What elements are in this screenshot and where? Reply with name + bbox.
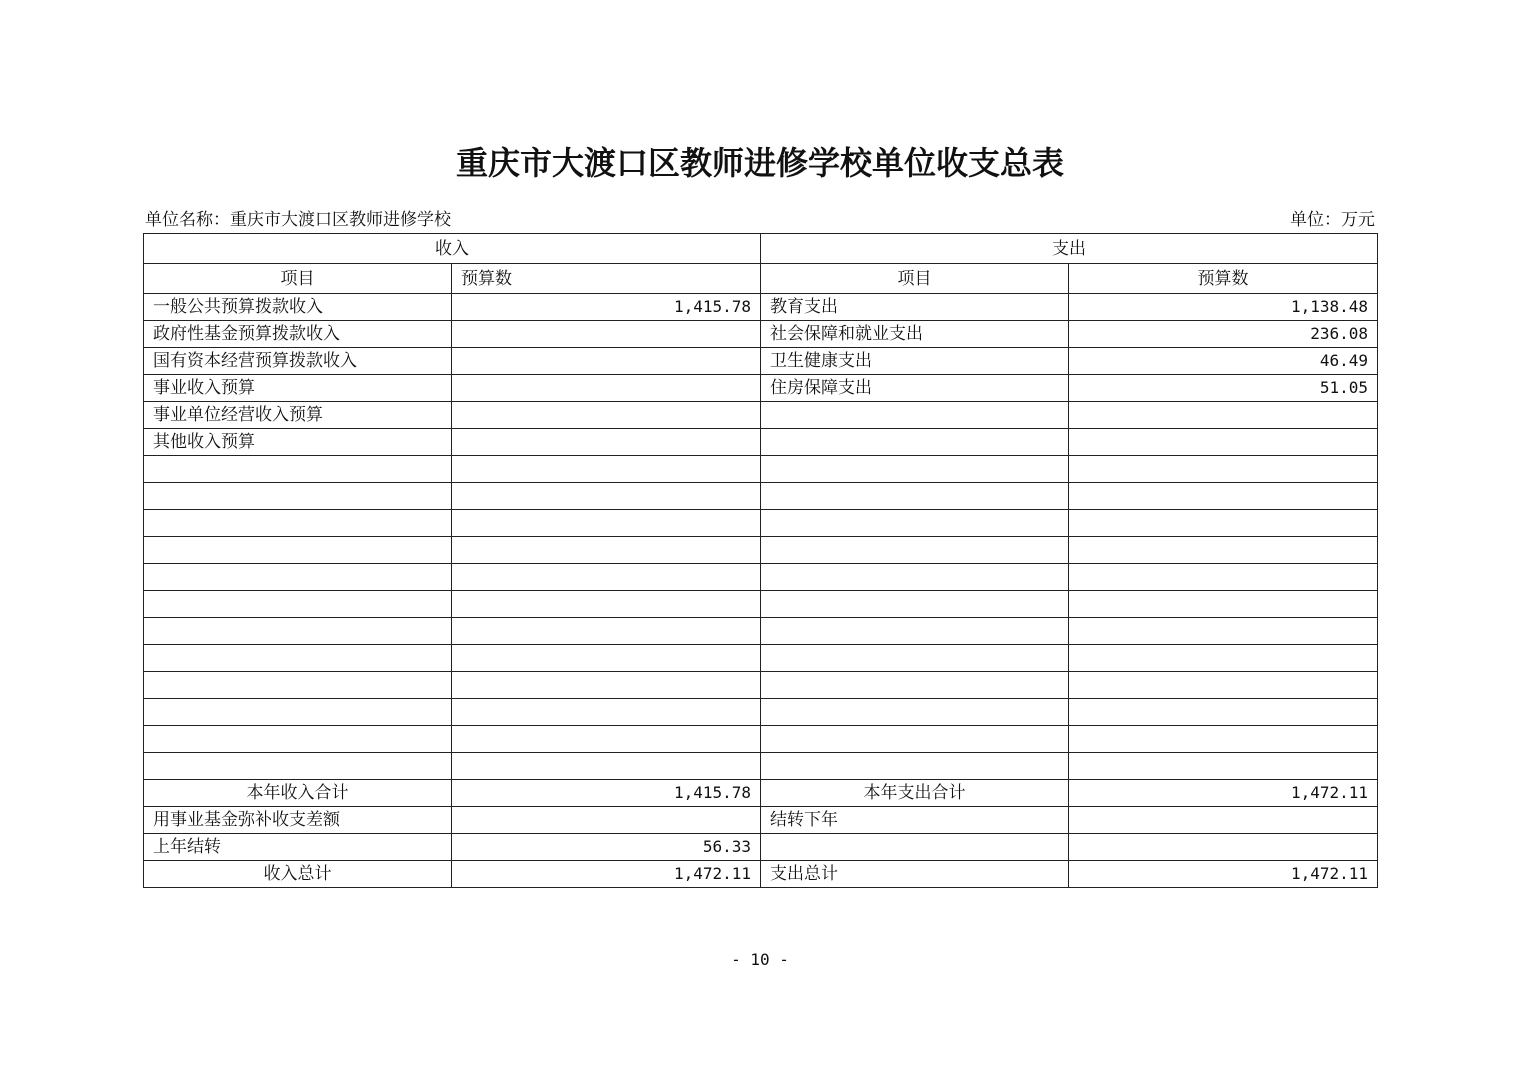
expense-item-cell [761,429,1069,456]
fund-offset-label: 用事业基金弥补收支差额 [144,807,452,834]
income-item-cell [144,618,452,645]
income-amount-cell [452,618,761,645]
carry-next-label: 结转下年 [761,807,1069,834]
expense-amount-cell [1069,753,1378,780]
table-row [144,726,1378,753]
expense-amount-cell [1069,483,1378,510]
year-income-total-label: 本年收入合计 [144,780,452,807]
income-item-cell [144,753,452,780]
income-amount-cell [452,429,761,456]
prev-carry-row [144,834,1378,861]
year-income-total: 1,415.78 [452,780,761,807]
expense-item-cell [761,537,1069,564]
table-row [144,294,1378,321]
empty-cell [761,834,1069,861]
income-item-cell: 事业收入预算 [144,375,452,402]
expense-budget-col-header: 预算数 [1069,264,1378,294]
fund-offset-amount [452,807,761,834]
income-amount-cell [452,591,761,618]
table-row [144,753,1378,780]
year-expense-total-label: 本年支出合计 [761,780,1069,807]
income-item-cell [144,645,452,672]
expense-amount-cell [1069,402,1378,429]
income-amount-cell [452,672,761,699]
income-amount-cell [452,510,761,537]
unit-name-label: 单位名称：重庆市大渡口区教师进修学校 [145,210,451,230]
table-row [144,510,1378,537]
income-item-cell [144,699,452,726]
income-item-cell [144,726,452,753]
expense-item-cell [761,672,1069,699]
table-row [144,564,1378,591]
page-title: 重庆市大渡口区教师进修学校单位收支总表 [455,144,1064,182]
prev-carry-amount: 56.33 [452,834,761,861]
income-amount-cell [452,645,761,672]
expense-amount-cell [1069,510,1378,537]
grand-total-row [144,861,1378,888]
income-item-cell: 一般公共预算拨款收入 [144,294,452,321]
income-item-cell [144,672,452,699]
expense-amount-cell [1069,699,1378,726]
expense-item-cell [761,510,1069,537]
expense-item-cell [761,591,1069,618]
table-row [144,429,1378,456]
expense-amount-cell [1069,429,1378,456]
income-item-cell: 其他收入预算 [144,429,452,456]
expense-amount-cell: 51.05 [1069,375,1378,402]
expense-item-cell [761,483,1069,510]
income-grand-total: 1,472.11 [452,861,761,888]
expense-amount-cell [1069,618,1378,645]
table-row [144,618,1378,645]
expense-amount-cell [1069,645,1378,672]
table-row [144,375,1378,402]
expense-amount-cell [1069,726,1378,753]
income-amount-cell [452,699,761,726]
income-amount-cell [452,375,761,402]
unit-label: 单位：万元 [1290,210,1375,230]
income-amount-cell [452,537,761,564]
income-amount-cell [452,726,761,753]
income-item-col-header: 项目 [144,264,452,294]
prev-carry-label: 上年结转 [144,834,452,861]
income-budget-col-header: 预算数 [452,264,761,294]
income-amount-cell [452,402,761,429]
income-item-cell [144,510,452,537]
expense-item-cell [761,753,1069,780]
expense-amount-cell [1069,591,1378,618]
income-amount-cell [452,483,761,510]
income-header: 收入 [144,234,761,264]
expense-amount-cell: 236.08 [1069,321,1378,348]
table-row [144,402,1378,429]
table-row [144,537,1378,564]
income-grand-total-label: 收入总计 [144,861,452,888]
income-amount-cell [452,456,761,483]
expense-item-col-header: 项目 [761,264,1069,294]
expense-item-cell: 社会保障和就业支出 [761,321,1069,348]
income-amount-cell [452,753,761,780]
income-amount-cell [452,564,761,591]
expense-item-cell [761,564,1069,591]
table-row [144,321,1378,348]
income-amount-cell [452,348,761,375]
expense-grand-total: 1,472.11 [1069,861,1378,888]
income-amount-cell [452,321,761,348]
table-row [144,645,1378,672]
expense-amount-cell: 46.49 [1069,348,1378,375]
expense-amount-cell [1069,564,1378,591]
expense-item-cell [761,726,1069,753]
fund-offset-row [144,807,1378,834]
expense-item-cell [761,618,1069,645]
expense-item-cell: 住房保障支出 [761,375,1069,402]
year-total-row [144,780,1378,807]
expense-amount-cell [1069,672,1378,699]
expense-item-cell [761,402,1069,429]
expense-amount-cell: 1,138.48 [1069,294,1378,321]
income-item-cell: 国有资本经营预算拨款收入 [144,348,452,375]
year-expense-total: 1,472.11 [1069,780,1378,807]
carry-next-amount [1069,807,1378,834]
expense-item-cell [761,699,1069,726]
income-item-cell: 事业单位经营收入预算 [144,402,452,429]
table-row [144,699,1378,726]
expense-grand-total-label: 支出总计 [761,861,1069,888]
section-header-row [144,234,1378,264]
expense-amount-cell [1069,456,1378,483]
expense-item-cell [761,645,1069,672]
income-item-cell [144,537,452,564]
budget-summary-table [143,233,1378,888]
table-row [144,591,1378,618]
income-amount-cell: 1,415.78 [452,294,761,321]
expense-item-cell [761,456,1069,483]
table-row [144,348,1378,375]
column-header-row [144,264,1378,294]
expense-item-cell: 卫生健康支出 [761,348,1069,375]
income-item-cell [144,564,452,591]
page-number: - 10 - [731,950,789,969]
expense-header: 支出 [761,234,1378,264]
expense-item-cell: 教育支出 [761,294,1069,321]
table-row [144,456,1378,483]
expense-amount-cell [1069,537,1378,564]
empty-cell [1069,834,1378,861]
income-item-cell [144,456,452,483]
table-row [144,483,1378,510]
table-row [144,672,1378,699]
income-item-cell [144,591,452,618]
income-item-cell [144,483,452,510]
income-item-cell: 政府性基金预算拨款收入 [144,321,452,348]
